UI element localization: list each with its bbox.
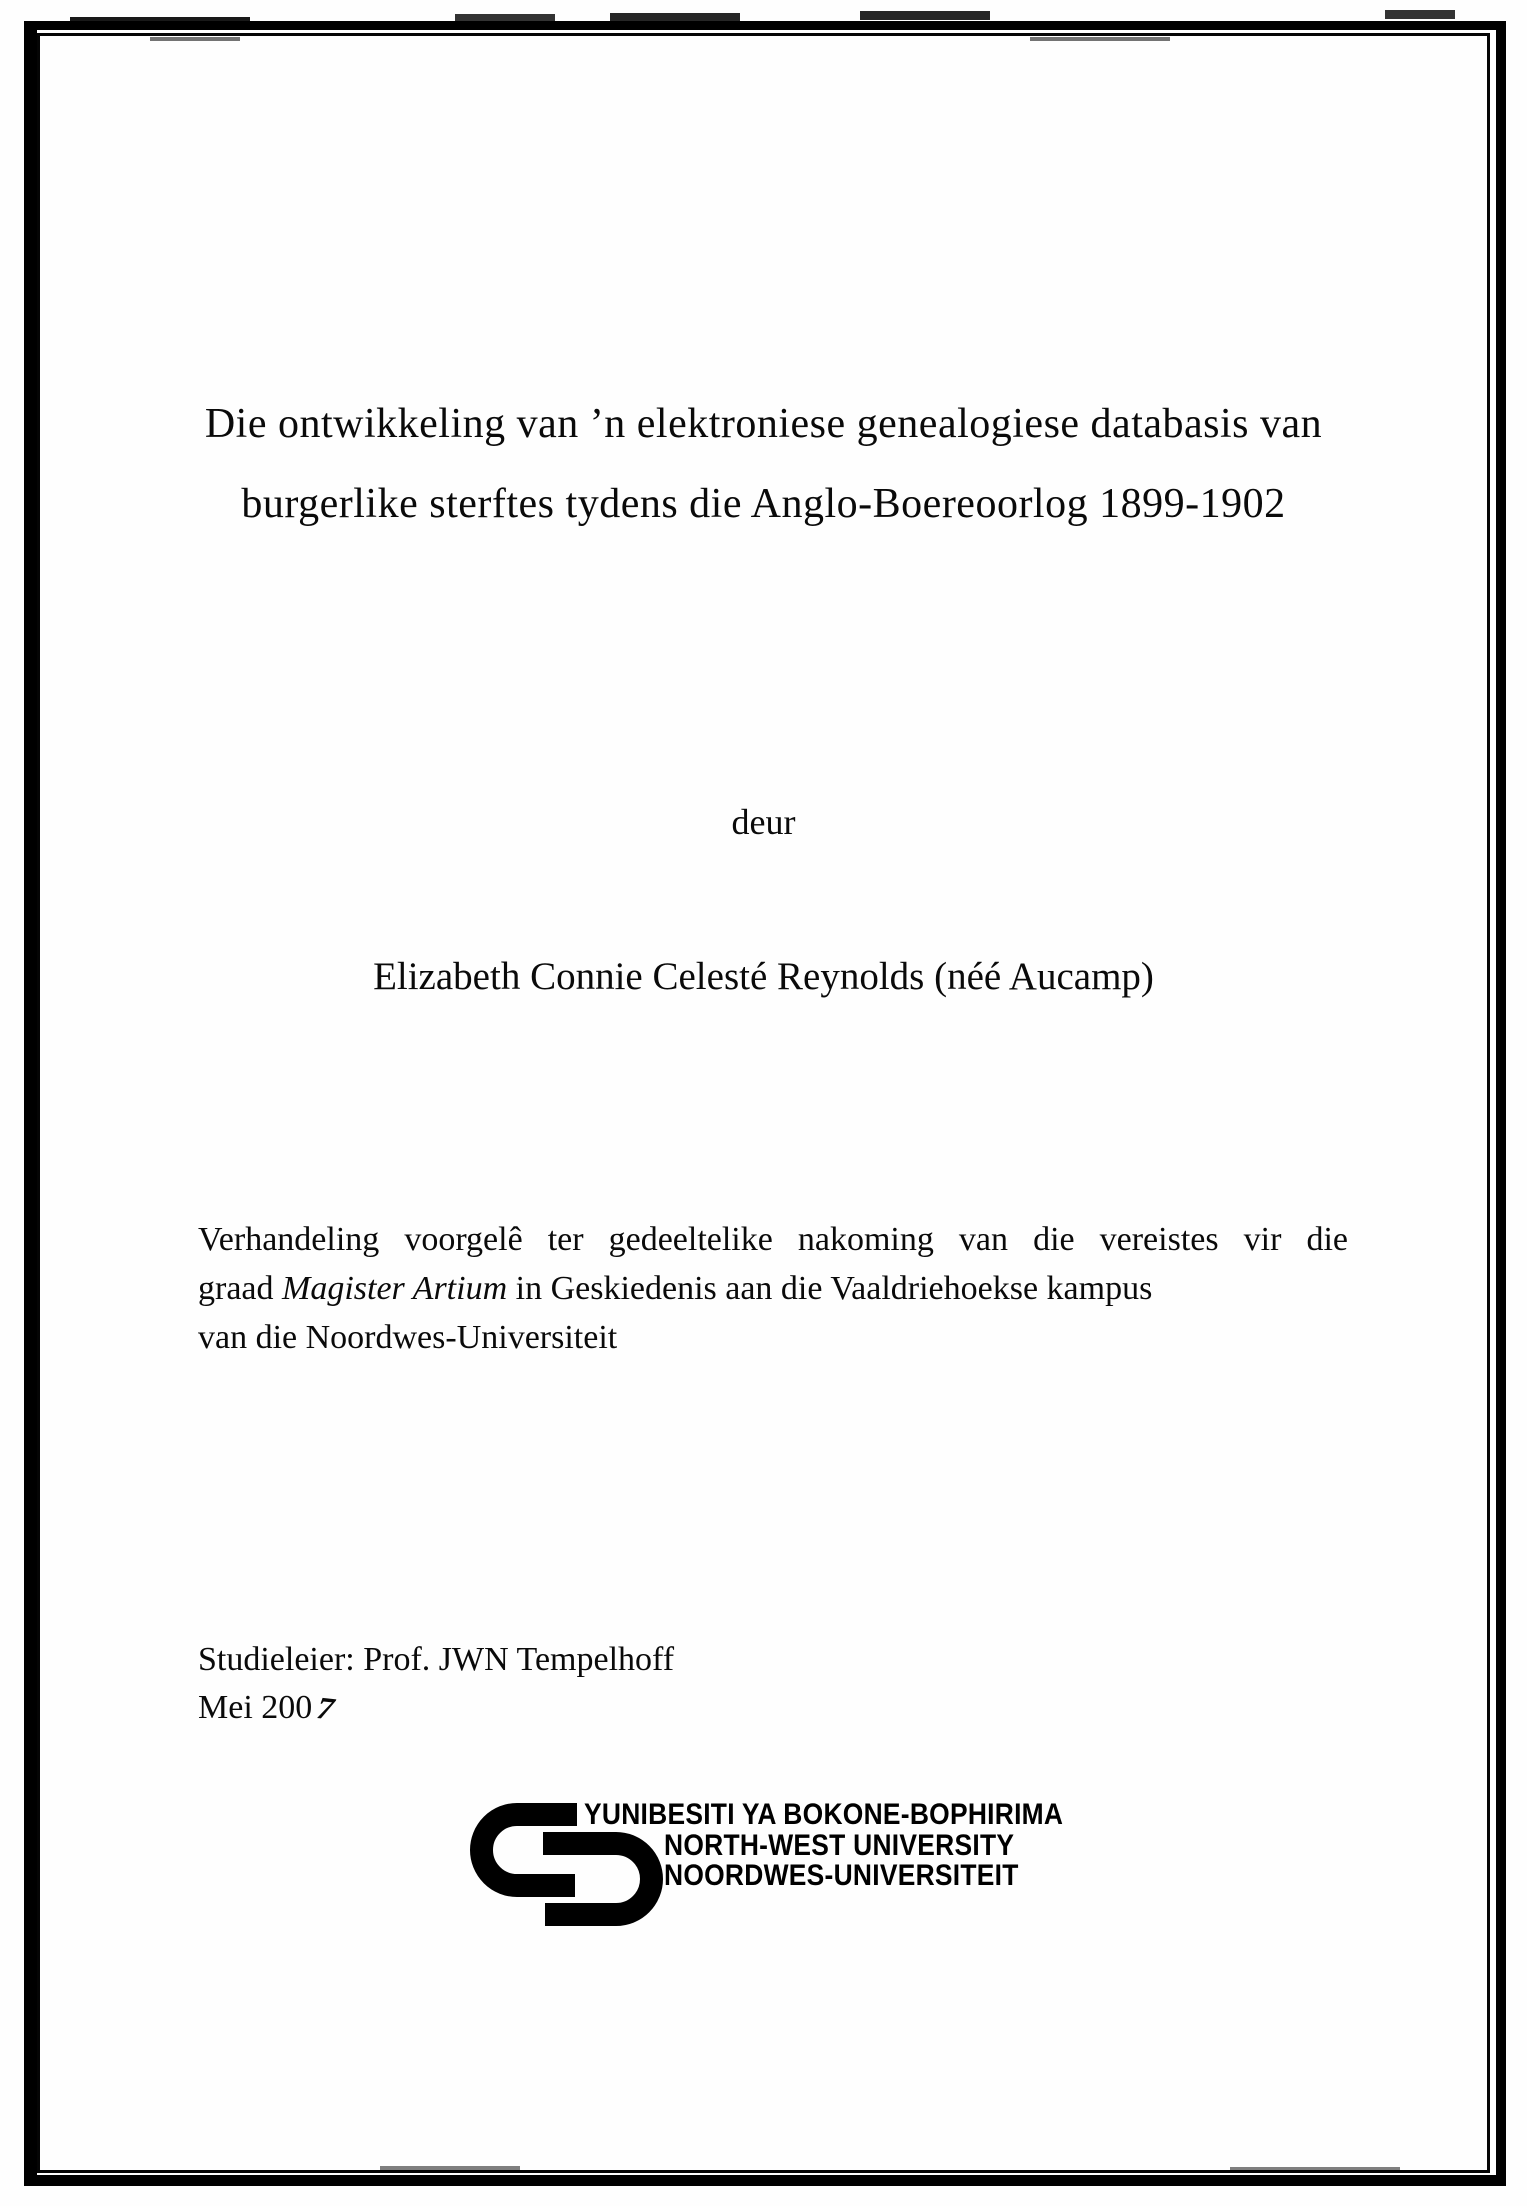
degree-statement-line-3: van die Noordwes-Universiteit bbox=[198, 1319, 618, 1356]
degree-statement-line-2 bbox=[198, 1264, 1348, 1313]
nwu-logo-text-line-2: NORTH-WEST UNIVERSITY bbox=[664, 1829, 1015, 1862]
thesis-title-line-2: burgerlike sterftes tydens die Anglo-Boereoorlog 1899-1902 bbox=[241, 481, 1286, 527]
degree-statement-line-2-prefix: graad bbox=[198, 1270, 283, 1307]
degree-statement-line-2-suffix: in Geskiedenis aan die Vaaldriehoekse kampus bbox=[507, 1270, 1153, 1307]
scan-artifact bbox=[70, 17, 250, 23]
author-name: Elizabeth Connie Celesté Reynolds (néé Aucamp) bbox=[373, 955, 1154, 998]
scan-artifact bbox=[455, 14, 555, 21]
date-prefix: Mei 200 bbox=[198, 1689, 313, 1726]
scan-artifact bbox=[860, 11, 990, 20]
degree-statement-line-1: Verhandeling voorgelê ter gedeeltelike nakoming van die vereistes vir die bbox=[198, 1221, 1348, 1258]
degree-name-italic: Magister Artium bbox=[282, 1270, 508, 1307]
scan-artifact bbox=[380, 2166, 520, 2171]
scan-artifact bbox=[1030, 37, 1170, 41]
thesis-title bbox=[120, 384, 1407, 544]
nwu-logo-text-line-3: NOORDWES-UNIVERSITEIT bbox=[664, 1859, 1019, 1892]
date-last-digit: 7 bbox=[311, 1691, 340, 1727]
supervisor-line: Studieleier: Prof. JWN Tempelhoff bbox=[198, 1641, 675, 1678]
degree-statement bbox=[198, 1215, 1348, 1362]
thesis-title-line-1: Die ontwikkeling van ’n elektroniese genealogiese databasis van bbox=[204, 401, 1323, 447]
byline-deur: deur bbox=[731, 802, 796, 842]
date-line bbox=[198, 1684, 340, 1732]
scan-artifact bbox=[610, 13, 740, 21]
scan-artifact bbox=[1385, 10, 1455, 19]
scan-artifact bbox=[150, 37, 240, 41]
nwu-logo-text-line-1: YUNIBESITI YA BOKONE-BOPHIRIMA bbox=[584, 1798, 1064, 1831]
scan-artifact bbox=[1230, 2167, 1400, 2171]
